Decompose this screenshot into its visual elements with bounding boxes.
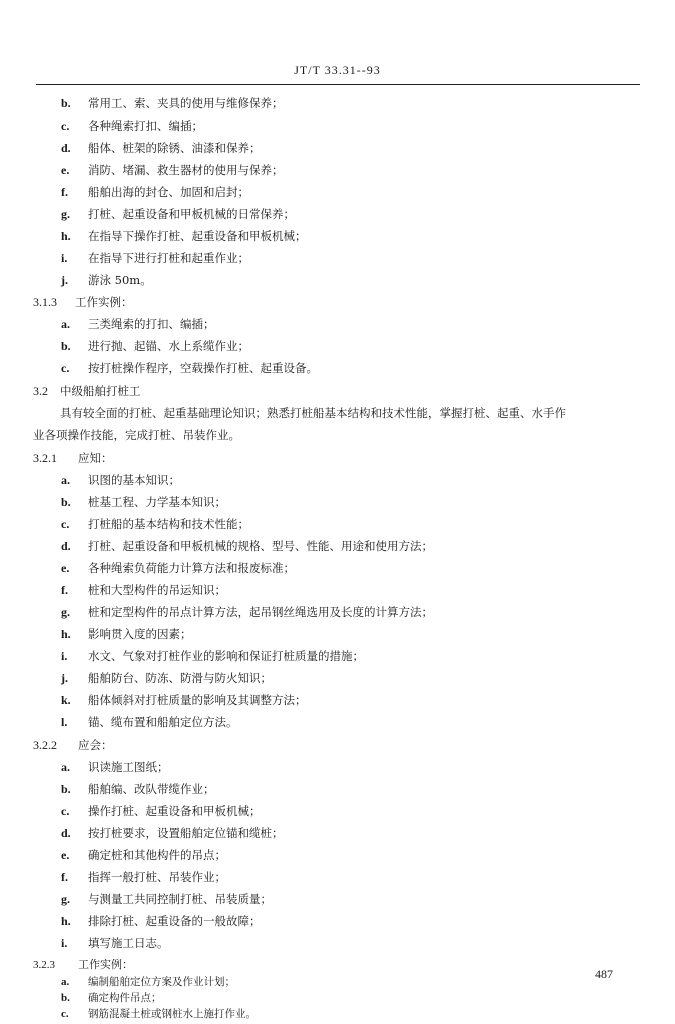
list-item-text: 确定桩和其他构件的吊点；	[88, 848, 226, 862]
list-item-text: 进行抛、起锚、水上系缆作业；	[88, 339, 249, 353]
list-item-text: 打桩、起重设备和甲板机械的规格、型号、性能、用途和使用方法；	[88, 539, 433, 553]
page-number: 487	[595, 967, 613, 981]
list-item-text: 各种绳索负荷能力计算方法和报废标准；	[88, 561, 295, 575]
list-item-letter: f.	[61, 185, 68, 199]
list-item-text: 按打桩操作程序，空载操作打桩、起重设备。	[88, 361, 318, 375]
list-item-text: 船舶编、改队带缆作业；	[88, 782, 215, 796]
list-item-text: 排除打桩、起重设备的一般故障；	[88, 914, 261, 928]
list-item-text: 水文、气象对打桩作业的影响和保证打桩质量的措施；	[88, 649, 364, 663]
list-item-text: 在指导下操作打桩、起重设备和甲板机械；	[88, 229, 307, 243]
list-item-letter: f.	[61, 583, 68, 597]
list-item-letter: e.	[61, 848, 70, 862]
list-item-text: 常用工、索、夹具的使用与维修保养；	[88, 96, 284, 110]
list-item-text: 与测量工共同控制打桩、吊装质量；	[88, 892, 272, 906]
list-item-letter: k.	[61, 693, 71, 707]
list-item-letter: b.	[61, 495, 71, 509]
section-title: 工作实例：	[75, 295, 133, 309]
list-item-letter: a.	[61, 473, 70, 487]
section-number: 3.1.3	[33, 295, 57, 309]
section-number: 3.2.3	[33, 959, 55, 971]
list-item-text: 填写施工日志。	[88, 936, 169, 950]
list-item-text: 桩基工程、力学基本知识；	[88, 495, 226, 509]
list-item-letter: d.	[61, 826, 71, 840]
list-item-text: 操作打桩、起重设备和甲板机械；	[88, 804, 261, 818]
list-item-letter: j.	[61, 671, 68, 685]
list-item-text: 识图的基本知识；	[88, 473, 180, 487]
list-item-letter: b.	[61, 992, 70, 1004]
list-item-text: 船舶出海的封仓、加固和启封；	[88, 185, 249, 199]
section-title: 中级船舶打桩工	[60, 384, 141, 398]
list-item-text: 影响贯入度的因素；	[88, 627, 192, 641]
list-item-text: 桩和定型构件的吊点计算方法，起吊钢丝绳选用及长度的计算方法；	[88, 605, 433, 619]
list-item-text: 各种绳索打扣、编插；	[88, 119, 203, 133]
list-item-text: 三类绳索的打扣、编插；	[88, 317, 215, 331]
paragraph-line: 具有较全面的打桩、起重基础理论知识；熟悉打桩船基本结构和技术性能，掌握打桩、起重、水手作	[60, 406, 566, 420]
list-item-text: 游泳 50m。	[88, 273, 152, 287]
list-item-letter: d.	[61, 141, 71, 155]
header-rule	[36, 84, 640, 85]
list-item-text: 打桩、起重设备和甲板机械的日常保养；	[88, 207, 295, 221]
list-item-letter: g.	[61, 892, 70, 906]
list-item-text: 打桩船的基本结构和技术性能；	[88, 517, 249, 531]
list-item-letter: a.	[61, 317, 70, 331]
list-item-letter: i.	[61, 936, 68, 950]
list-item-letter: i.	[61, 251, 68, 265]
list-item-letter: l.	[61, 715, 68, 729]
list-item-letter: a.	[61, 760, 70, 774]
list-item-text: 桩和大型构件的吊运知识；	[88, 583, 226, 597]
section-number: 3.2.1	[33, 451, 57, 465]
list-item-letter: c.	[61, 804, 70, 818]
section-title: 应知：	[78, 451, 113, 465]
list-item-text: 船舶防台、防冻、防滑与防火知识；	[88, 671, 272, 685]
list-item-letter: h.	[61, 627, 71, 641]
header-standard-code: JT/T 33.31--93	[294, 63, 381, 77]
list-item-letter: d.	[61, 539, 71, 553]
section-title: 工作实例：	[78, 958, 133, 971]
list-item-letter: j.	[61, 273, 68, 287]
list-item-letter: b.	[61, 782, 71, 796]
list-item-letter: c.	[61, 517, 70, 531]
list-item-letter: a.	[61, 976, 70, 988]
list-item-text: 编制船舶定位方案及作业计划；	[88, 976, 235, 988]
list-item-text: 指挥一般打桩、吊装作业；	[88, 870, 226, 884]
list-item-letter: h.	[61, 229, 71, 243]
list-item-text: 在指导下进行打桩和起重作业；	[88, 251, 249, 265]
list-item-letter: g.	[61, 207, 70, 221]
list-item-letter: c.	[61, 1008, 69, 1020]
section-title: 应会：	[78, 738, 113, 752]
list-item-letter: e.	[61, 163, 70, 177]
paragraph-line: 业各项操作技能，完成打桩、吊装作业。	[33, 428, 240, 442]
list-item-letter: b.	[61, 96, 71, 110]
list-item-text: 钢筋混凝土桩或钢桩水上施打作业。	[88, 1008, 256, 1020]
list-item-text: 锚、缆布置和船舶定位方法。	[88, 715, 238, 729]
list-item-letter: i.	[61, 649, 68, 663]
list-item-letter: e.	[61, 561, 70, 575]
list-item-letter: c.	[61, 361, 70, 375]
list-item-letter: g.	[61, 605, 70, 619]
list-item-text: 确定构件吊点；	[88, 992, 162, 1004]
list-item-letter: f.	[61, 870, 68, 884]
list-item-text: 船体倾斜对打桩质量的影响及其调整方法；	[88, 693, 307, 707]
list-item-text: 消防、堵漏、救生器材的使用与保养；	[88, 163, 284, 177]
list-item-text: 识读施工图纸；	[88, 760, 169, 774]
section-number: 3.2	[33, 384, 48, 398]
list-item-letter: c.	[61, 119, 70, 133]
list-item-letter: h.	[61, 914, 71, 928]
list-item-letter: b.	[61, 339, 71, 353]
list-item-text: 船体、桩架的除锈、油漆和保养；	[88, 141, 261, 155]
list-item-text: 按打桩要求，设置船舶定位锚和缆桩；	[88, 826, 284, 840]
section-number: 3.2.2	[33, 738, 57, 752]
